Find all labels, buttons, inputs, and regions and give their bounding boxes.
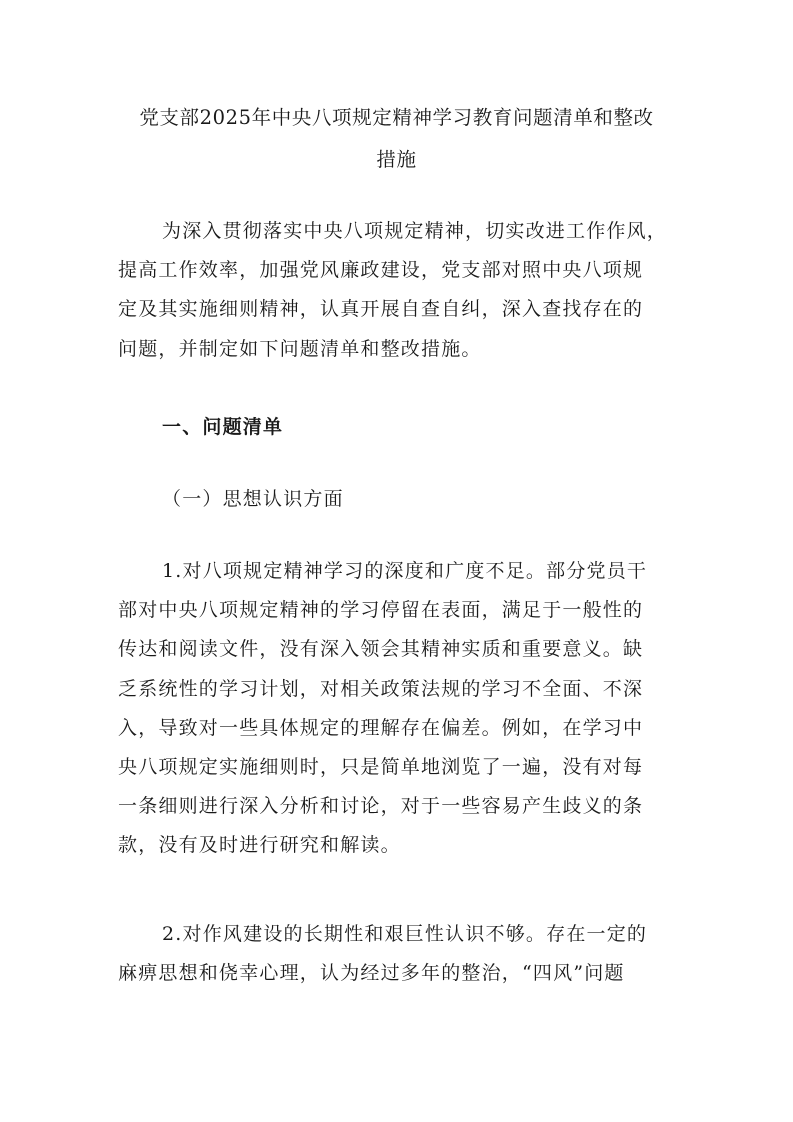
title-line-2: 措施	[376, 148, 417, 171]
intro-paragraph	[118, 212, 678, 369]
item-1-line: 款，没有及时进行研究和解读。	[118, 834, 401, 857]
intro-line: 提高工作效率，加强党风廉政建设，党支部对照中央八项规	[118, 259, 644, 282]
item-1-line: 央八项规定实施细则时，只是简单地浏览了一遍，没有对每	[118, 756, 644, 779]
intro-line: 问题，并制定如下问题清单和整改措施。	[118, 337, 482, 360]
title-line-1: 党支部2025年中央八项规定精神学习教育问题清单和整改	[139, 106, 654, 129]
document-title	[104, 97, 689, 181]
intro-line: 定及其实施细则精神，认真开展自查自纠，深入查找存在的	[118, 298, 644, 321]
item-1-line: 传达和阅读文件，没有深入领会其精神实质和重要意义。缺	[118, 638, 644, 661]
section-heading: 一、问题清单	[162, 416, 284, 438]
item-1-line: 部对中央八项规定精神的学习停留在表面，满足于一般性的	[118, 599, 644, 622]
item-1-paragraph	[118, 552, 678, 866]
item-2-line: 麻痹思想和侥幸心理，认为经过多年的整治，“四风”问题	[118, 962, 625, 985]
item-1-line: 1.对八项规定精神学习的深度和广度不足。部分党员干	[162, 560, 648, 582]
item-2-line: 2.对作风建设的长期性和艰巨性认识不够。存在一定的	[162, 923, 648, 945]
item-1-line: 乏系统性的学习计划，对相关政策法规的学习不全面、不深	[118, 677, 644, 700]
item-1-line: 入，导致对一些具体规定的理解存在偏差。例如，在学习中	[118, 716, 644, 739]
item-1-line: 一条细则进行深入分析和讨论，对于一些容易产生歧义的条	[118, 795, 644, 818]
subsection-heading: （一）思想认识方面	[162, 488, 344, 510]
item-2-paragraph	[118, 915, 678, 993]
intro-line: 为深入贯彻落实中央八项规定精神，切实改进工作作风，	[162, 220, 668, 242]
